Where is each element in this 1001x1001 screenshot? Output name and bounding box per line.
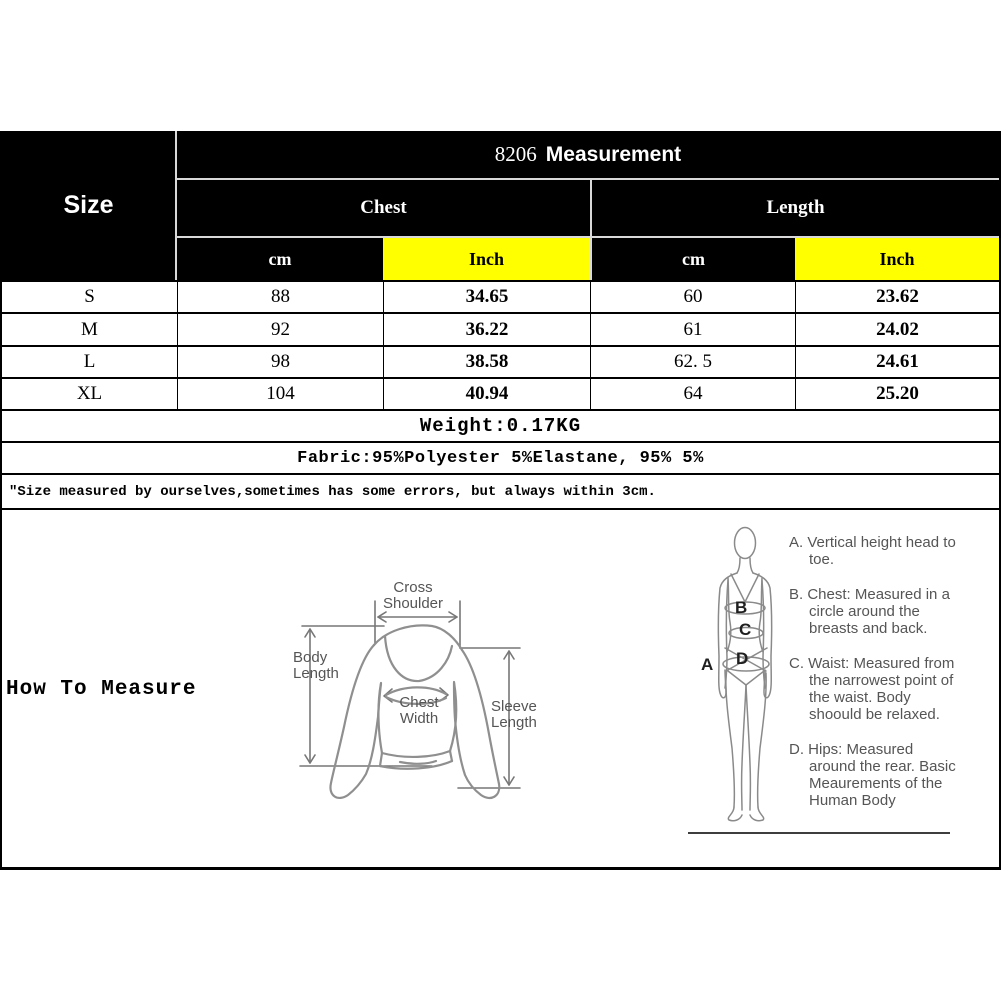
title-text: Measurement <box>545 142 682 166</box>
body-outline <box>718 528 771 821</box>
label-line: Shoulder <box>382 595 444 612</box>
sleeve-length-label <box>491 699 563 731</box>
length-group-header: Length <box>590 178 999 236</box>
chest-cm-cell: 92 <box>177 312 383 345</box>
cross-shoulder-label <box>358 580 468 612</box>
fabric-row: Fabric:95%Polyester 5%Elastane, 95% 5% <box>2 441 999 473</box>
body-length-label <box>293 650 355 682</box>
description-c: C. Waist: Measured from the narrowest point of the waist. Body shoould be relaxed. <box>789 655 955 723</box>
chest-inch-cell: 38.58 <box>383 345 590 377</box>
size-header-cell: Size <box>2 131 177 280</box>
chest-group-header: Chest <box>177 178 590 236</box>
size-cell: XL <box>2 377 177 409</box>
weight-row: Weight:0.17KG <box>2 409 999 441</box>
length-inch-cell: 24.02 <box>795 312 999 345</box>
label-line: Chest <box>399 694 439 711</box>
measurement-descriptions <box>789 534 957 827</box>
length-cm-cell: 60 <box>590 280 795 312</box>
label-line: Length <box>293 665 339 682</box>
length-cm-header: cm <box>590 236 795 280</box>
chest-width-label <box>373 695 465 727</box>
chest-inch-header: Inch <box>383 236 590 280</box>
figure-label-c: C <box>739 620 752 639</box>
how-to-measure-heading: How To Measure <box>6 678 197 701</box>
table-title <box>177 131 999 178</box>
size-cell: L <box>2 345 177 377</box>
chest-inch-cell: 40.94 <box>383 377 590 409</box>
body-figure-diagram <box>692 520 802 832</box>
figure-label-d: D <box>736 649 749 668</box>
chest-cm-cell: 88 <box>177 280 383 312</box>
chest-cm-cell: 98 <box>177 345 383 377</box>
description-a: A. Vertical height head to toe. <box>789 534 956 568</box>
chest-cm-header: cm <box>177 236 383 280</box>
length-cm-cell: 64 <box>590 377 795 409</box>
product-code: 8206 <box>494 142 537 166</box>
description-b: B. Chest: Measured in a circle around the breasts and back. <box>789 586 950 637</box>
size-cell: S <box>2 280 177 312</box>
label-line: Width <box>399 710 439 727</box>
figure-label-b: B <box>735 598 748 617</box>
length-inch-cell: 25.20 <box>795 377 999 409</box>
label-line: Body <box>293 649 328 666</box>
length-cm-cell: 61 <box>590 312 795 345</box>
length-inch-header: Inch <box>795 236 999 280</box>
length-cm-cell: 62. 5 <box>590 345 795 377</box>
description-d: D. Hips: Measured around the rear. Basic Meaurements of the Human Body <box>789 741 956 809</box>
note-row: ″Size measured by ourselves,sometimes has some errors, but always within 3cm. <box>2 473 999 508</box>
size-cell: M <box>2 312 177 345</box>
length-inch-cell: 24.61 <box>795 345 999 377</box>
label-line: Sleeve <box>491 698 537 715</box>
chest-cm-cell: 104 <box>177 377 383 409</box>
length-inch-cell: 23.62 <box>795 280 999 312</box>
chest-inch-cell: 34.65 <box>383 280 590 312</box>
chest-inch-cell: 36.22 <box>383 312 590 345</box>
caption-underline <box>688 832 950 834</box>
measurement-table <box>0 131 1001 508</box>
figure-label-a: A <box>701 655 714 674</box>
label-line: Length <box>491 714 537 731</box>
label-line: Cross <box>393 579 433 596</box>
how-to-measure-section <box>0 508 1001 870</box>
